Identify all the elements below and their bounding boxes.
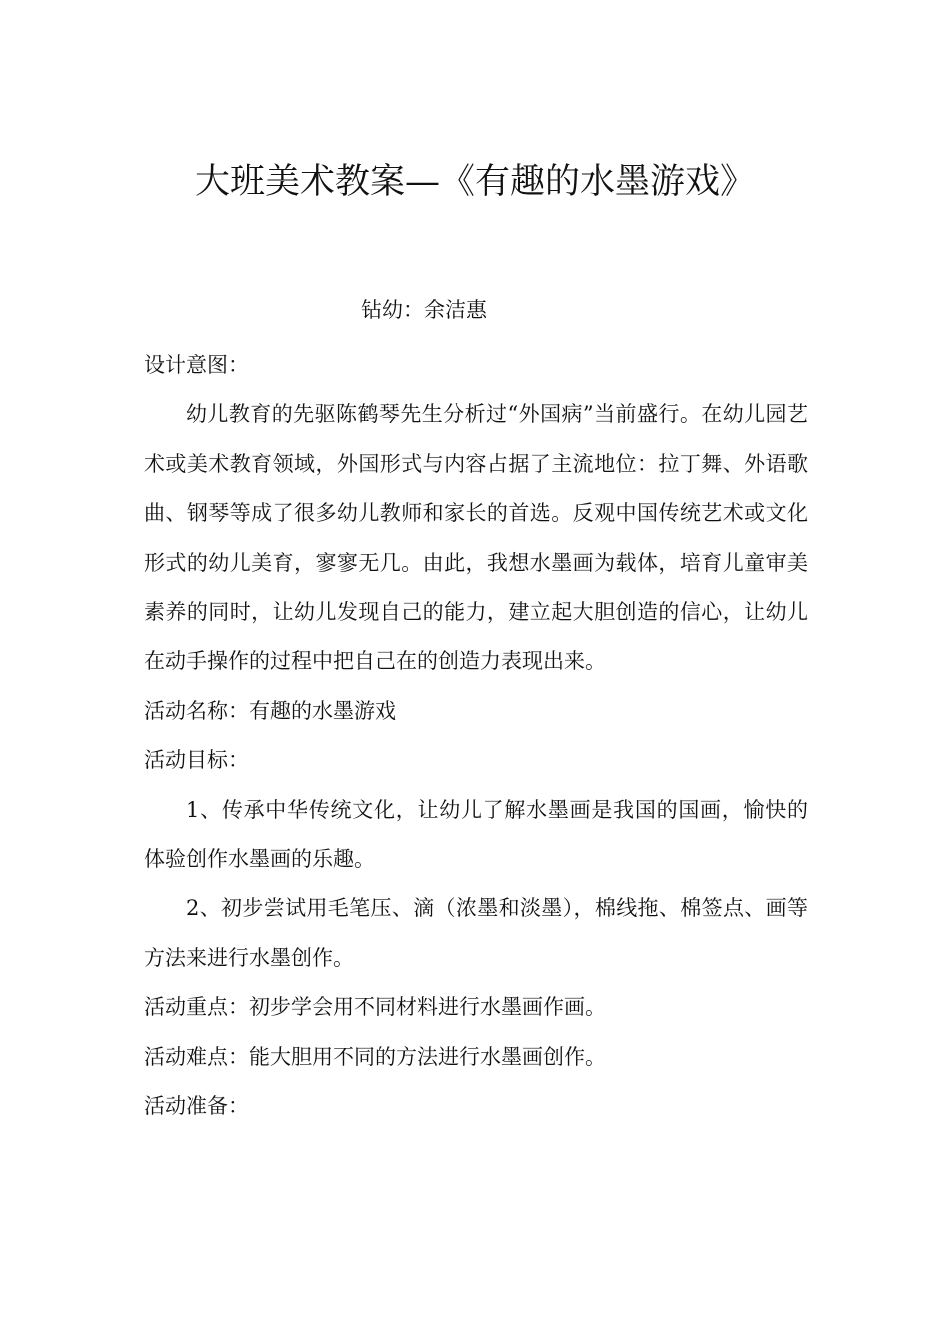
document-title: 大班美术教案—《有趣的水墨游戏》 [194,162,755,202]
goal-item-2: 2、初步尝试用毛笔压、滴（浓墨和淡墨），棉线拖、棉签点、画等方法来进行水墨创作。 [144,896,808,970]
document-body [144,341,808,1131]
design-intent-heading: 设计意图： [144,353,249,377]
goal-item-1: 1、传承中华传统文化，让幼儿了解水墨画是我国的国画，愉快的体验创作水墨画的乐趣。 [144,797,808,872]
activity-name: 活动名称：有趣的水墨游戏 [144,698,396,723]
design-intent-paragraph: 幼儿教育的先驱陈鹤琴先生分析过“外国病”当前盛行。在幼儿园艺术或美术教育领域，外国形式与内容占据了主流地位：拉丁舞、外语歌曲、钢琴等成了很多幼儿教师和家长的首选。反观中国传统艺术或文化形式的幼儿美育，寥寥无几。由此，我想水墨画为载体，培育儿童审美素养的同时，让幼儿发现自己的能力，建立起大胆创造的信心，让幼儿在动手操作的过程中把自己在的创造力表现出来。 [144,402,808,674]
preparation-heading: 活动准备： [144,1094,249,1119]
goals-heading: 活动目标： [144,748,249,773]
key-point: 活动重点：初步学会用不同材料进行水墨画作画。 [144,995,606,1020]
author-line: 钻幼：余洁惠 [361,298,487,322]
difficulty-point: 活动难点：能大胆用不同的方法进行水墨画创作。 [144,1044,606,1069]
